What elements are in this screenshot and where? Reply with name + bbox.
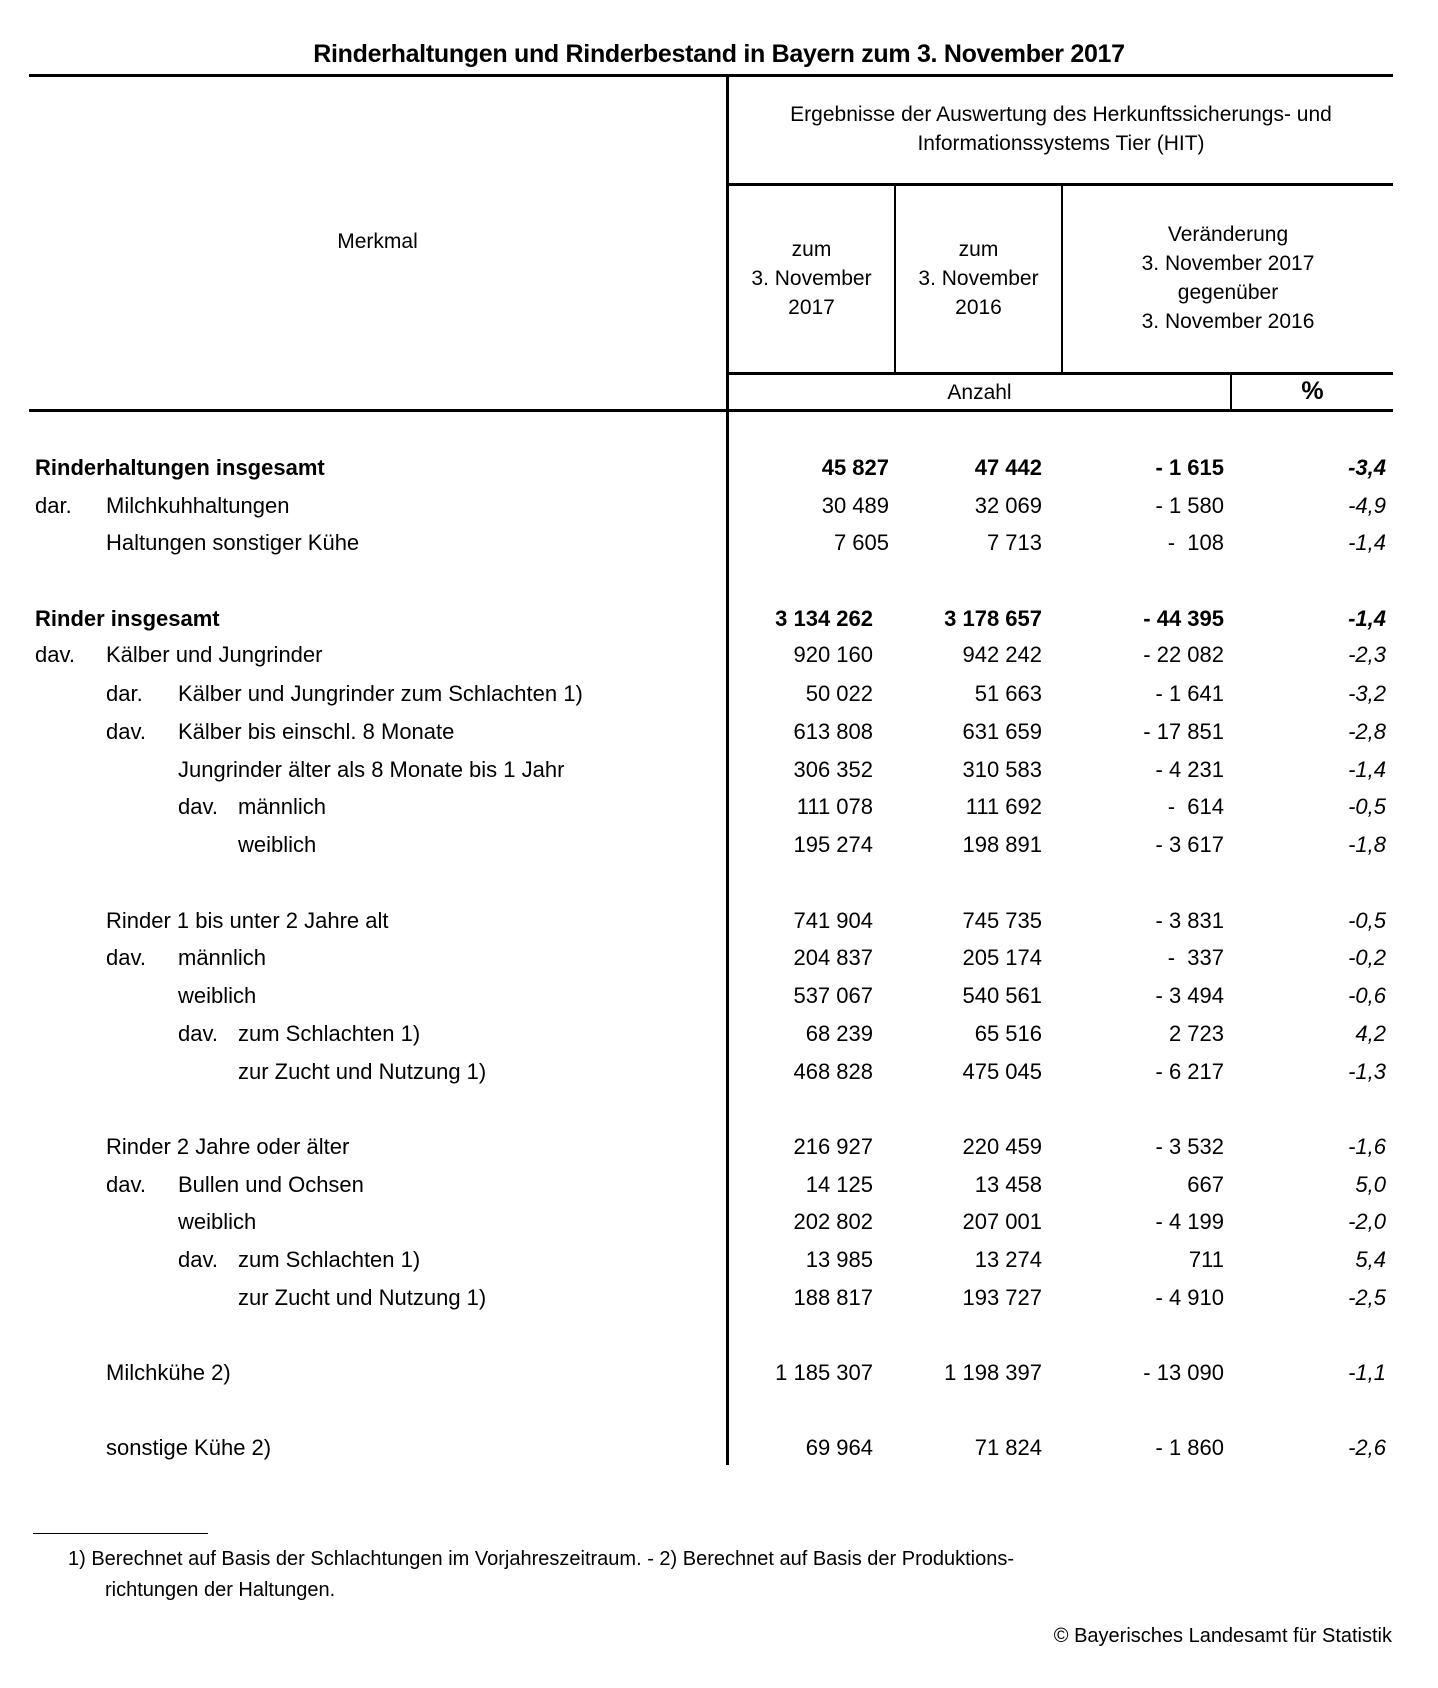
merkmal-header: Merkmal [337,230,418,253]
col-change-header: Veränderung 3. November 2017 gegenüber 3. November 2016 [1141,223,1315,333]
value-change: - 4 910 [1155,1285,1224,1310]
row-label: Kälber und Jungrinder [106,642,323,667]
value-change-pct: -0,5 [1348,908,1386,933]
value-change: 667 [1187,1172,1224,1197]
value-change-pct: -2,8 [1348,719,1386,744]
value-2016: 198 891 [962,832,1042,857]
value-2017: 613 808 [793,719,873,744]
row-label: Haltungen sonstiger Kühe [106,530,360,555]
value-2016: 51 663 [974,681,1042,706]
unit-pct-label: % [1301,377,1324,405]
value-change-pct: 4,2 [1355,1021,1386,1046]
value-2017: 3 134 262 [775,606,873,631]
value-2016: 310 583 [962,757,1042,782]
value-change: - 17 851 [1143,719,1224,744]
value-2016: 7 713 [986,530,1042,555]
value-change: - 4 199 [1155,1209,1224,1234]
source-header-line2: Informationssystems Tier (HIT) [917,132,1205,155]
row-prefix: dav. [178,794,218,819]
value-change: - 337 [1167,945,1224,970]
value-2017: 50 022 [805,681,873,706]
value-change-pct: -1,4 [1348,606,1386,631]
value-change-pct: -2,6 [1348,1435,1386,1460]
value-change: - 1 615 [1155,455,1224,480]
value-2017: 14 125 [805,1172,873,1197]
row-label: sonstige Kühe 2) [106,1435,272,1460]
value-change-pct: -2,5 [1348,1285,1386,1310]
value-2017: 111 078 [796,794,873,819]
value-change: - 1 641 [1155,681,1224,706]
value-change-pct: -0,2 [1348,945,1386,970]
value-change: - 3 831 [1155,908,1224,933]
value-2016: 193 727 [962,1285,1042,1310]
row-label: Rinder 1 bis unter 2 Jahre alt [106,908,389,933]
row-label: zur Zucht und Nutzung 1) [238,1059,487,1084]
value-2017: 188 817 [793,1285,873,1310]
value-change: - 3 617 [1155,832,1224,857]
value-2017: 468 828 [793,1059,873,1084]
value-2017: 30 489 [821,493,889,518]
value-2016: 13 274 [974,1247,1042,1272]
value-2016: 32 069 [974,493,1042,518]
value-2016: 205 174 [962,945,1042,970]
value-change-pct: -1,8 [1348,832,1386,857]
row-label: weiblich [178,1209,257,1234]
value-2017: 202 802 [793,1209,873,1234]
value-change: - 1 580 [1155,493,1224,518]
value-change-pct: -1,6 [1348,1134,1386,1159]
copyright: © Bayerisches Landesamt für Statistik [1053,1625,1392,1647]
value-2017: 69 964 [805,1435,873,1460]
value-2017: 204 837 [793,945,873,970]
row-label: Jungrinder älter als 8 Monate bis 1 Jahr [178,757,565,782]
value-2016: 3 178 657 [944,606,1042,631]
value-2017: 920 160 [793,642,873,667]
row-label: männlich [238,794,327,819]
row-label: zum Schlachten 1) [238,1247,421,1272]
value-2016: 745 735 [962,908,1042,933]
value-2016: 1 198 397 [944,1360,1042,1385]
value-change-pct: -0,5 [1348,794,1386,819]
value-change: 2 723 [1168,1021,1224,1046]
value-change-pct: -1,4 [1348,530,1386,555]
value-change-pct: -0,6 [1348,983,1386,1008]
unit-count-label: Anzahl [947,381,1012,404]
value-2016: 13 458 [974,1172,1042,1197]
top-rule [29,74,1393,77]
row-label: zum Schlachten 1) [238,1021,421,1046]
value-2017: 7 605 [833,530,889,555]
row-label: Rinder 2 Jahre oder älter [106,1134,350,1159]
value-2016: 540 561 [962,983,1042,1008]
row-label: weiblich [178,983,257,1008]
value-change: - 3 532 [1155,1134,1224,1159]
row-label: Rinderhaltungen insgesamt [35,455,325,480]
value-2016: 71 824 [974,1435,1042,1460]
footnote-line2: richtungen der Haltungen. [105,1579,336,1601]
value-2016: 631 659 [962,719,1042,744]
value-2016: 942 242 [962,642,1042,667]
value-2017: 741 904 [793,908,873,933]
value-change-pct: -2,0 [1348,1209,1386,1234]
value-change-pct: -3,4 [1348,455,1386,480]
value-2017: 1 185 307 [775,1360,873,1385]
value-2016: 475 045 [962,1059,1042,1084]
value-change-pct: -3,2 [1348,681,1386,706]
row-label: Milchkuhhaltungen [106,493,290,518]
row-prefix: dav. [106,1172,146,1197]
value-2016: 65 516 [974,1021,1042,1046]
value-2017: 216 927 [793,1134,873,1159]
row-prefix: dar. [106,681,143,706]
value-change-pct: 5,4 [1355,1247,1386,1272]
value-change: 711 [1188,1247,1224,1272]
value-change: - 1 860 [1155,1435,1224,1460]
value-2016: 220 459 [962,1134,1042,1159]
row-label: männlich [178,945,267,970]
col-2016-header: zum 3. November 2016 [918,238,1039,319]
value-change: - 44 395 [1143,606,1224,631]
value-2016: 111 692 [965,794,1042,819]
unit-rule [728,372,1393,375]
row-prefix: dav. [178,1021,218,1046]
value-2017: 13 985 [805,1247,873,1272]
col-2017-header: zum 3. November 2017 [751,238,872,319]
value-2017: 68 239 [805,1021,873,1046]
header-bottom-rule [29,409,1393,412]
value-change-pct: -1,3 [1348,1059,1386,1084]
row-prefix: dav. [178,1247,218,1272]
row-label: Rinder insgesamt [35,606,220,631]
row-prefix: dar. [35,493,72,518]
row-label: Milchkühe 2) [106,1360,231,1385]
table-title: Rinderhaltungen und Rinderbestand in Bayern zum 3. November 2017 [313,40,1125,68]
value-change-pct: -1,1 [1348,1360,1386,1385]
value-2017: 195 274 [793,832,873,857]
source-header-line1: Ergebnisse der Auswertung des Herkunftssicherungs- und [790,103,1332,126]
value-change-pct: -2,3 [1348,642,1386,667]
value-2017: 306 352 [793,757,873,782]
value-change: - 6 217 [1155,1059,1224,1084]
value-2016: 47 442 [974,455,1042,480]
footnote-line1: 1) Berechnet auf Basis der Schlachtungen im Vorjahreszeitraum. - 2) Berechnet auf Basis der Produktions- [68,1548,1015,1570]
row-label: zur Zucht und Nutzung 1) [238,1285,487,1310]
row-prefix: dav. [106,719,146,744]
value-2017: 537 067 [793,983,873,1008]
value-change: - 4 231 [1155,757,1224,782]
value-2016: 207 001 [962,1209,1042,1234]
value-change-pct: -4,9 [1348,493,1386,518]
value-change: - 108 [1167,530,1224,555]
row-label: Bullen und Ochsen [178,1172,364,1197]
value-2017: 45 827 [821,455,889,480]
value-change: - 3 494 [1155,983,1224,1008]
row-label: Kälber und Jungrinder zum Schlachten 1) [178,681,583,706]
row-prefix: dav. [106,945,146,970]
row-label: Kälber bis einschl. 8 Monate [178,719,455,744]
value-change: - 13 090 [1143,1360,1224,1385]
footnote-rule [33,1533,208,1534]
row-label: weiblich [238,832,317,857]
value-change-pct: -1,4 [1348,757,1386,782]
value-change-pct: 5,0 [1355,1172,1386,1197]
value-change: - 22 082 [1143,642,1224,667]
row-prefix: dav. [35,642,75,667]
value-change: - 614 [1167,794,1224,819]
